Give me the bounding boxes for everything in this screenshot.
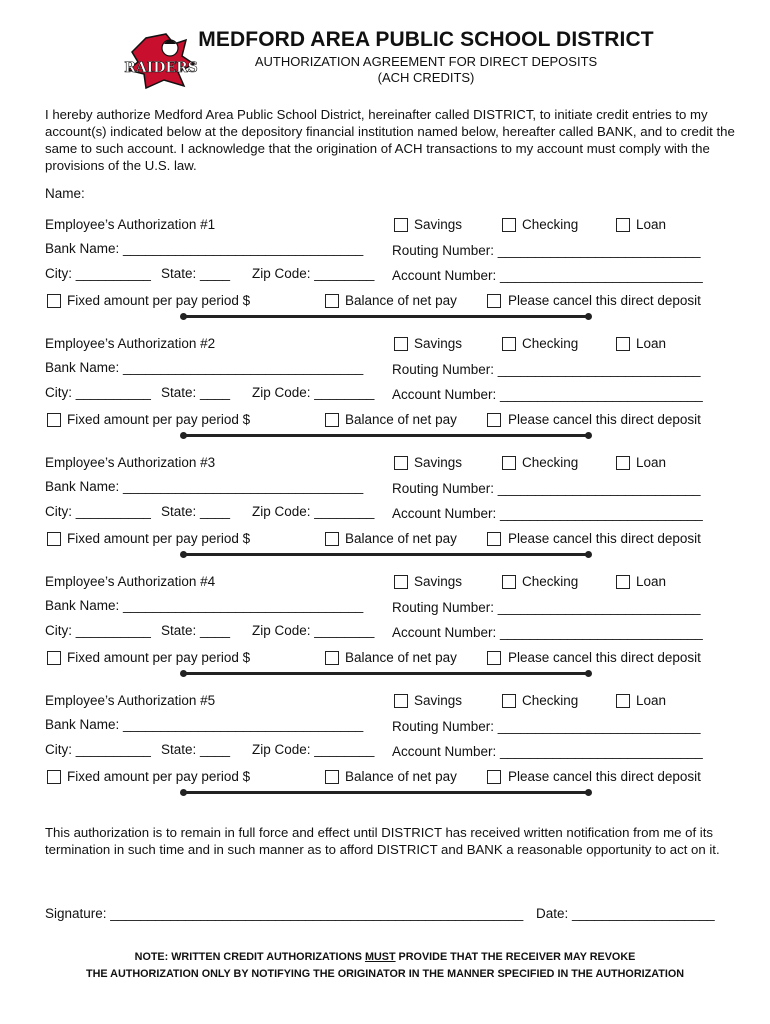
name-field-label[interactable]: Name: bbox=[45, 186, 85, 201]
savings-label: Savings bbox=[414, 693, 463, 708]
fixed-amount-checkbox[interactable] bbox=[47, 532, 61, 546]
city-field[interactable]: City: __________ bbox=[45, 266, 151, 281]
checking-label: Checking bbox=[522, 336, 579, 351]
loan-label: Loan bbox=[636, 693, 667, 708]
authorization-block-5 bbox=[0, 684, 770, 803]
state-field[interactable]: State: ____ bbox=[161, 266, 231, 281]
fixed-amount-label: Fixed amount per pay period $ bbox=[67, 293, 251, 308]
cancel-deposit-checkbox[interactable] bbox=[487, 770, 501, 784]
balance-net-pay-label: Balance of net pay bbox=[345, 412, 457, 427]
routing-number-field[interactable]: Routing Number: ___________________________ bbox=[392, 243, 701, 258]
savings-label: Savings bbox=[414, 574, 463, 589]
authorization-block-1 bbox=[0, 208, 770, 327]
routing-number-field[interactable]: Routing Number: ___________________________ bbox=[392, 600, 701, 615]
balance-net-pay-label: Balance of net pay bbox=[345, 769, 457, 784]
loan-label: Loan bbox=[636, 574, 667, 589]
cancel-deposit-checkbox[interactable] bbox=[487, 532, 501, 546]
section-divider bbox=[183, 672, 589, 675]
savings-checkbox[interactable] bbox=[394, 694, 408, 708]
checking-checkbox[interactable] bbox=[502, 218, 516, 232]
loan-checkbox[interactable] bbox=[616, 456, 630, 470]
checking-label: Checking bbox=[522, 217, 579, 232]
document-title: MEDFORD AREA PUBLIC SCHOOL DISTRICT bbox=[198, 28, 654, 51]
authorization-block-4 bbox=[0, 565, 770, 684]
intro-paragraph: I hereby authorize Medford Area Public School District, hereinafter called DISTRICT, to initiate credit entries to my account(s) indicated below at the depository financial institution named below, hereafter called BANK, and to credit the same to such account. I acknowledge that the origination of ACH transactions to my account must comply with the provisions of the U.S. law. bbox=[45, 107, 735, 173]
state-field[interactable]: State: ____ bbox=[161, 504, 231, 519]
svg-text:RAIDERS: RAIDERS bbox=[124, 60, 198, 76]
savings-label: Savings bbox=[414, 336, 463, 351]
loan-checkbox[interactable] bbox=[616, 218, 630, 232]
bank-name-field[interactable]: Bank Name: ________________________________ bbox=[45, 479, 364, 494]
state-field[interactable]: State: ____ bbox=[161, 742, 231, 757]
fixed-amount-label: Fixed amount per pay period $ bbox=[67, 769, 251, 784]
savings-checkbox[interactable] bbox=[394, 575, 408, 589]
bank-name-field[interactable]: Bank Name: ________________________________ bbox=[45, 360, 364, 375]
account-number-field[interactable]: Account Number: ___________________________ bbox=[392, 506, 703, 521]
cancel-deposit-label: Please cancel this direct deposit bbox=[508, 531, 701, 546]
savings-label: Savings bbox=[414, 217, 463, 232]
note-text: PROVIDE THAT THE RECEIVER MAY REVOKE bbox=[395, 951, 636, 963]
authorization-title: Employee’s Authorization #1 bbox=[45, 217, 216, 232]
authorization-title: Employee’s Authorization #4 bbox=[45, 574, 216, 589]
note-text: NOTE: WRITTEN CREDIT AUTHORIZATIONS bbox=[134, 951, 365, 963]
fixed-amount-label: Fixed amount per pay period $ bbox=[67, 650, 251, 665]
balance-net-pay-label: Balance of net pay bbox=[345, 293, 457, 308]
cancel-deposit-checkbox[interactable] bbox=[487, 294, 501, 308]
checking-checkbox[interactable] bbox=[502, 575, 516, 589]
city-field[interactable]: City: __________ bbox=[45, 504, 151, 519]
savings-label: Savings bbox=[414, 455, 463, 470]
date-field[interactable]: Date: ___________________ bbox=[536, 906, 715, 921]
authorization-title: Employee’s Authorization #2 bbox=[45, 336, 216, 351]
cancel-deposit-label: Please cancel this direct deposit bbox=[508, 769, 701, 784]
note-line-1 bbox=[0, 951, 770, 963]
checking-label: Checking bbox=[522, 693, 579, 708]
authorization-block-3 bbox=[0, 446, 770, 565]
checking-checkbox[interactable] bbox=[502, 456, 516, 470]
account-number-field[interactable]: Account Number: ___________________________ bbox=[392, 744, 703, 759]
balance-net-pay-label: Balance of net pay bbox=[345, 531, 457, 546]
loan-label: Loan bbox=[636, 455, 667, 470]
fixed-amount-checkbox[interactable] bbox=[47, 651, 61, 665]
loan-checkbox[interactable] bbox=[616, 694, 630, 708]
balance-net-pay-checkbox[interactable] bbox=[325, 651, 339, 665]
authorization-block-2 bbox=[0, 327, 770, 446]
cancel-deposit-checkbox[interactable] bbox=[487, 413, 501, 427]
city-field[interactable]: City: __________ bbox=[45, 623, 151, 638]
loan-label: Loan bbox=[636, 336, 667, 351]
fixed-amount-checkbox[interactable] bbox=[47, 770, 61, 784]
authorization-title: Employee’s Authorization #3 bbox=[45, 455, 216, 470]
section-divider bbox=[183, 315, 589, 318]
loan-label: Loan bbox=[636, 217, 667, 232]
routing-number-field[interactable]: Routing Number: ___________________________ bbox=[392, 362, 701, 377]
document-subtitle: AUTHORIZATION AGREEMENT FOR DIRECT DEPOSITS bbox=[254, 54, 598, 69]
zip-code-field[interactable]: Zip Code: ________ bbox=[252, 623, 375, 638]
account-number-field[interactable]: Account Number: ___________________________ bbox=[392, 268, 703, 283]
authorization-title: Employee’s Authorization #5 bbox=[45, 693, 216, 708]
state-field[interactable]: State: ____ bbox=[161, 623, 231, 638]
zip-code-field[interactable]: Zip Code: ________ bbox=[252, 266, 375, 281]
savings-checkbox[interactable] bbox=[394, 456, 408, 470]
state-field[interactable]: State: ____ bbox=[161, 385, 231, 400]
fixed-amount-checkbox[interactable] bbox=[47, 413, 61, 427]
checking-label: Checking bbox=[522, 574, 579, 589]
zip-code-field[interactable]: Zip Code: ________ bbox=[252, 504, 375, 519]
balance-net-pay-checkbox[interactable] bbox=[325, 413, 339, 427]
zip-code-field[interactable]: Zip Code: ________ bbox=[252, 385, 375, 400]
signature-field[interactable]: Signature: _______________________________________________________ bbox=[45, 906, 524, 921]
balance-net-pay-label: Balance of net pay bbox=[345, 650, 457, 665]
account-number-field[interactable]: Account Number: ___________________________ bbox=[392, 625, 703, 640]
savings-checkbox[interactable] bbox=[394, 218, 408, 232]
closing-paragraph: This authorization is to remain in full force and effect until DISTRICT has received written notification from me of its termination in such time and in such manner as to afford DISTRICT and BANK a reasonable opportunity to act on it. bbox=[45, 825, 720, 857]
loan-checkbox[interactable] bbox=[616, 575, 630, 589]
city-field[interactable]: City: __________ bbox=[45, 742, 151, 757]
savings-checkbox[interactable] bbox=[394, 337, 408, 351]
zip-code-field[interactable]: Zip Code: ________ bbox=[252, 742, 375, 757]
bank-name-field[interactable]: Bank Name: ________________________________ bbox=[45, 241, 364, 256]
bank-name-field[interactable]: Bank Name: ________________________________ bbox=[45, 598, 364, 613]
section-divider bbox=[183, 434, 589, 437]
loan-checkbox[interactable] bbox=[616, 337, 630, 351]
checking-label: Checking bbox=[522, 455, 579, 470]
note-line-2: THE AUTHORIZATION ONLY BY NOTIFYING THE ORIGINATOR IN THE MANNER SPECIFIED IN THE AUTHORIZATION bbox=[85, 968, 685, 980]
fixed-amount-label: Fixed amount per pay period $ bbox=[67, 531, 251, 546]
balance-net-pay-checkbox[interactable] bbox=[325, 770, 339, 784]
note-emphasis: MUST bbox=[364, 951, 396, 963]
section-divider bbox=[183, 553, 589, 556]
balance-net-pay-checkbox[interactable] bbox=[325, 294, 339, 308]
account-number-field[interactable]: Account Number: ___________________________ bbox=[392, 387, 703, 402]
cancel-deposit-label: Please cancel this direct deposit bbox=[508, 293, 701, 308]
balance-net-pay-checkbox[interactable] bbox=[325, 532, 339, 546]
checking-checkbox[interactable] bbox=[502, 694, 516, 708]
fixed-amount-label: Fixed amount per pay period $ bbox=[67, 412, 251, 427]
routing-number-field[interactable]: Routing Number: ___________________________ bbox=[392, 481, 701, 496]
bank-name-field[interactable]: Bank Name: ________________________________ bbox=[45, 717, 364, 732]
document-subtitle-ach: (ACH CREDITS) bbox=[377, 70, 475, 85]
city-field[interactable]: City: __________ bbox=[45, 385, 151, 400]
cancel-deposit-checkbox[interactable] bbox=[487, 651, 501, 665]
checking-checkbox[interactable] bbox=[502, 337, 516, 351]
fixed-amount-checkbox[interactable] bbox=[47, 294, 61, 308]
section-divider bbox=[183, 791, 589, 794]
routing-number-field[interactable]: Routing Number: ___________________________ bbox=[392, 719, 701, 734]
cancel-deposit-label: Please cancel this direct deposit bbox=[508, 650, 701, 665]
cancel-deposit-label: Please cancel this direct deposit bbox=[508, 412, 701, 427]
